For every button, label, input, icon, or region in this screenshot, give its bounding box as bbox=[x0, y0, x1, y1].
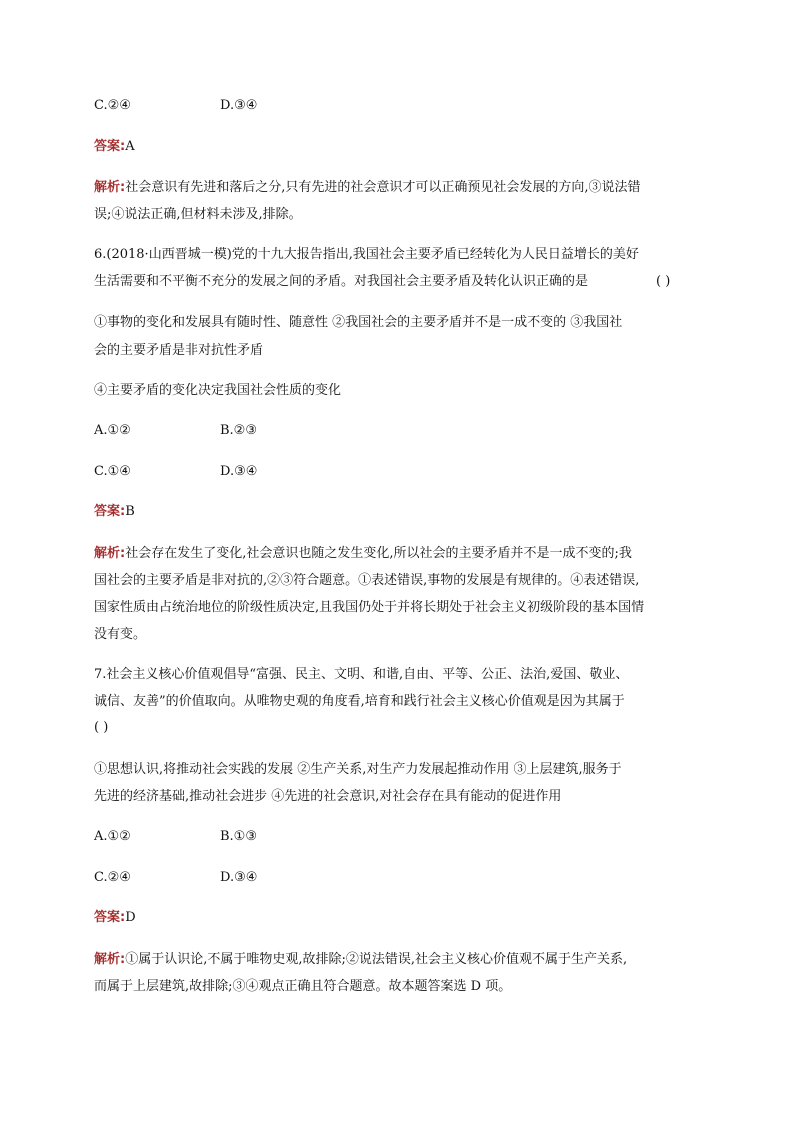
answer-value: B bbox=[125, 504, 135, 519]
q6-stem-line-1: 6.(2018·山西晋城一模)党的十九大报告指出,我国社会主要矛盾已经转化为人民日益增长的美好 bbox=[94, 247, 639, 262]
answer-label: 答案: bbox=[94, 504, 126, 519]
q7-answer bbox=[94, 908, 136, 928]
q6-analysis-line-1: 解析:社会存在发生了变化,社会意识也随之发生变化,所以社会的主要矛盾并不是一成不变的;我 bbox=[94, 546, 632, 561]
q6-stem-line-2: 生活需要和不平衡不充分的发展之间的矛盾。对我国社会主要矛盾及转化认识正确的是 bbox=[94, 274, 589, 289]
q6-analysis-line-4: 没有变。 bbox=[94, 627, 147, 642]
answer-label: 答案: bbox=[94, 910, 126, 925]
q7-option-b: B.①③ bbox=[220, 829, 257, 844]
q7-option-c: C.②④ bbox=[94, 870, 131, 885]
q7-items-line-2: 先进的经济基础,推动社会进步 ④先进的社会意识,对社会存在具有能动的促进作用 bbox=[94, 789, 562, 804]
analysis-label: 解析: bbox=[94, 546, 126, 561]
q6-option-a: A.①② bbox=[94, 423, 131, 438]
q6-items-line-2: 会的主要矛盾是非对抗性矛盾 bbox=[94, 343, 264, 358]
q7-option-a: A.①② bbox=[94, 829, 131, 844]
q7-stem-line-2: 诚信、友善”的价值取向。从唯物史观的角度看,培育和践行社会主义核心价值观是因为其属于 bbox=[94, 694, 625, 709]
q6-option-d: D.③④ bbox=[220, 464, 258, 479]
answer-value: D bbox=[125, 910, 136, 925]
q6-answer bbox=[94, 502, 135, 522]
q7-option-d: D.③④ bbox=[220, 870, 258, 885]
q7-analysis-line-2: 而属于上层建筑,故排除;③④观点正确且符合题意。故本题答案选 D 项。 bbox=[94, 979, 512, 994]
q5-option-d: D.③④ bbox=[220, 98, 258, 113]
q6-analysis-line-3: 国家性质由占统治地位的阶级性质决定,且我国仍处于并将长期处于社会主义初级阶段的基本国情 bbox=[94, 600, 645, 615]
answer-label: 答案: bbox=[94, 139, 126, 154]
answer-value: A bbox=[125, 139, 135, 154]
q6-option-c: C.①④ bbox=[94, 464, 131, 479]
q5-analysis-line-1: 解析:社会意识有先进和落后之分,只有先进的社会意识才可以正确预见社会发展的方向,③说法错 bbox=[94, 180, 641, 195]
q7-answer-blank: ( ) bbox=[94, 720, 109, 735]
q6-items-line-3: ④主要矛盾的变化决定我国社会性质的变化 bbox=[94, 383, 342, 398]
q5-option-c: C.②④ bbox=[94, 98, 131, 113]
q7-stem-line-1: 7.社会主义核心价值观倡导“富强、民主、文明、和谐,自由、平等、公正、法治,爱国、敬业、 bbox=[94, 667, 629, 682]
analysis-label: 解析: bbox=[94, 180, 126, 195]
q6-items-line-1: ①事物的变化和发展具有随时性、随意性 ②我国社会的主要矛盾并不是一成不变的 ③我国社 bbox=[94, 315, 623, 330]
q5-answer bbox=[94, 137, 135, 157]
q6-answer-blank: ( ) bbox=[656, 274, 671, 289]
analysis-label: 解析: bbox=[94, 952, 126, 967]
q6-option-b: B.②③ bbox=[220, 423, 257, 438]
q7-items-line-1: ①思想认识,将推动社会实践的发展 ②生产关系,对生产力发展起推动作用 ③上层建筑,服务于 bbox=[94, 762, 622, 777]
q7-analysis-line-1: 解析:①属于认识论,不属于唯物史观,故排除;②说法错误,社会主义核心价值观不属于生产关系, bbox=[94, 952, 628, 967]
q5-analysis-line-2: 误;④说法正确,但材料未涉及,排除。 bbox=[94, 207, 302, 222]
q6-analysis-line-2: 国社会的主要矛盾是非对抗的,②③符合题意。①表述错误,事物的发展是有规律的。④表述错误, bbox=[94, 573, 640, 588]
